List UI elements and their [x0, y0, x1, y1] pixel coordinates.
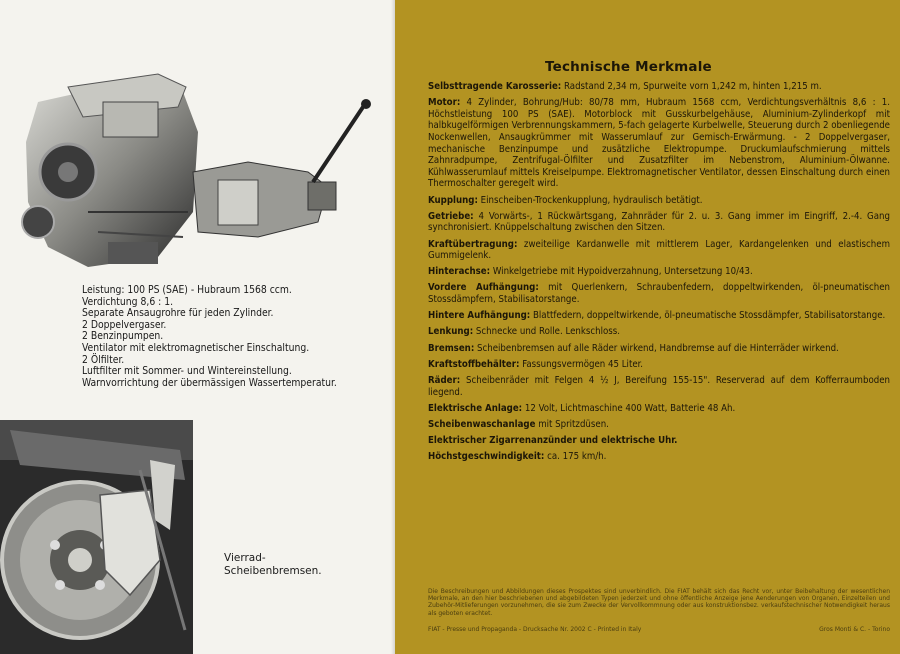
engine-caption-line: Separate Ansaugrohre für jeden Zylinder.	[82, 307, 274, 320]
spec-item	[428, 211, 890, 234]
spec-text: Schnecke und Rolle. Lenkschloss.	[473, 326, 620, 338]
spec-label: Elektrischer Zigarrenanzünder und elektrische Uhr.	[428, 435, 678, 447]
brake-caption-line: Vierrad-	[224, 552, 266, 564]
disclaimer: Die Beschreibungen und Abbildungen dieses Prospektes sind unverbindlich. Die FIAT behält sich das Recht vor, unter Beibehaltung der wesentlichen Merkmale, an den hier beschriebenen und abgebildeten Typen jederzeit und ohne öffentliche Anzeige jene Aenderungen von Organen, Einzelteilen und Zubehör-Mitlieferungen vorzunehmen, die sie zum Zwecke der Vervollkommnung oder aus konstruktionsbez. verkaufstechnischer Notwendigkeit heraus als geboten erachtet.	[428, 588, 890, 617]
spec-label: Hinterachse:	[428, 266, 491, 278]
spec-item	[428, 282, 890, 305]
engine-caption-line: 2 Ölfilter.	[82, 353, 125, 366]
spec-label: Elektrische Anlage:	[428, 402, 523, 414]
spec-text: 4 Vorwärts-, 1 Rückwärtsgang, Zahnräder für 2. u. 3. Gang immer im Eingriff, 2.-4. Gang synchronisiert. Knüppelschaltung zwischen den Sitzen.	[428, 210, 890, 234]
engine-caption-line: 2 Benzinpumpen.	[82, 330, 164, 343]
engine-caption	[82, 285, 392, 389]
engine-caption-line: Luftfilter mit Sommer- und Wintereinstellung.	[82, 365, 292, 378]
spec-text: 4 Zylinder, Bohrung/Hub: 80/78 mm, Hubraum 1568 ccm, Verdichtungsverhältnis 8,6 : 1. Höchstleistung 100 PS (SAE). Motorblock mit Gusskurbelgehäuse, Aluminium-Zylinderkopf mit halbkugelförmigen Verbrennungskammern, 5-fach gelagerte Kurbelwelle, Steuerung durch 2 obenliegende Nockenwellen, Ansaugkrümmer mit Wasserumlauf zur Gemisch-Erwärmung. - 2 Doppelvergaser, mechanische Benzinpumpe und zusätzliche Elektropumpe. Druckumlaufschmierung mittels Zahnradpumpe, Zentrifugal-Ölfilter und Zusatzfilter im Nebenstrom, Aluminium-Ölwanne. Kühlwasserumlauf mittels Kreiselpumpe. Elektromagnetischer Ventilator, dessen Einschaltung durch einen Thermoschalter geregelt wird.	[428, 97, 890, 190]
spec-label: Scheibenwaschanlage	[428, 418, 536, 430]
spec-item	[428, 435, 890, 447]
footer-publisher: Gros Monti & C. - Torino	[819, 626, 890, 633]
spec-item	[428, 451, 890, 463]
spec-text: 12 Volt, Lichtmaschine 400 Watt, Batterie 48 Ah.	[522, 402, 736, 414]
spec-label: Kupplung:	[428, 194, 478, 206]
spec-text: Blattfedern, doppeltwirkende, öl-pneumatische Stossdämpfer, Stabilisatorstange.	[530, 310, 886, 322]
brake-caption	[224, 552, 374, 577]
brake-caption-line: Scheibenbremsen.	[224, 564, 322, 577]
spec-item	[428, 239, 890, 262]
engine-caption-line: 2 Doppelvergaser.	[82, 318, 167, 331]
footer-printer-info: FIAT - Presse und Propaganda - Drucksache Nr. 2002 C - Printed in Italy	[428, 626, 642, 633]
spec-item	[428, 97, 890, 190]
spec-text: Radstand 2,34 m, Spurweite vorn 1,242 m, hinten 1,215 m.	[561, 81, 822, 92]
spec-item	[428, 375, 890, 398]
spec-label: Selbsttragende Karosserie:	[428, 81, 562, 92]
spec-list	[428, 81, 890, 468]
spec-item	[428, 403, 890, 415]
spec-item	[428, 195, 890, 207]
spec-label: Vordere Aufhängung:	[428, 282, 539, 294]
right-page	[395, 0, 900, 654]
spec-label: Kraftübertragung:	[428, 238, 518, 250]
engine-caption-line: Verdichtung 8,6 : 1.	[82, 295, 174, 308]
spec-label: Kraftstoffbehälter:	[428, 358, 520, 370]
spec-item	[428, 81, 890, 93]
spec-text: zweiteilige Kardanwelle mit mittlerem Lager, Kardangelenken und elastischem Gummigelenk.	[428, 238, 890, 262]
engine-caption-line: Warnvorrichtung der übermässigen Wassertemperatur.	[82, 376, 337, 389]
spec-text: ca. 175 km/h.	[544, 451, 607, 463]
engine-caption-line: Leistung: 100 PS (SAE) - Hubraum 1568 ccm.	[82, 284, 292, 296]
spec-text: Winkelgetriebe mit Hypoidverzahnung, Untersetzung 10/43.	[490, 266, 753, 278]
spec-label: Lenkung:	[428, 326, 474, 338]
left-page	[0, 0, 395, 654]
spec-item	[428, 266, 890, 278]
spec-text: Fassungsvermögen 45 Liter.	[519, 358, 644, 370]
brake-photo	[0, 420, 193, 654]
spec-label: Motor:	[428, 97, 461, 109]
spec-text: Scheibenräder mit Felgen 4 ½ J, Bereifung 155-15". Reserverad auf dem Kofferraumboden liegend.	[428, 375, 890, 398]
spec-item	[428, 343, 890, 355]
spec-label: Höchstgeschwindigkeit:	[428, 451, 545, 463]
spec-text: Einscheiben-Trockenkupplung, hydraulisch betätigt.	[477, 194, 703, 206]
engine-photo	[8, 62, 380, 284]
spec-text: mit Querlenkern, Schraubenfedern, doppeltwirkenden, öl-pneumatischen Stossdämpfern, Stabilisatorstange.	[428, 282, 890, 306]
spec-title: Technische Merkmale	[545, 59, 712, 75]
spec-label: Getriebe:	[428, 210, 474, 222]
spec-text: Scheibenbremsen auf alle Räder wirkend, Handbremse auf die Hinterräder wirkend.	[474, 342, 839, 354]
spec-item	[428, 419, 890, 431]
spec-item	[428, 359, 890, 371]
spec-label: Räder:	[428, 375, 461, 386]
spec-item	[428, 326, 890, 338]
spec-text: mit Spritzdüsen.	[535, 418, 609, 430]
engine-caption-line: Ventilator mit elektromagnetischer Einschaltung.	[82, 341, 310, 354]
spec-label: Hintere Aufhängung:	[428, 310, 531, 322]
spec-label: Bremsen:	[428, 342, 475, 354]
spec-item	[428, 310, 890, 322]
